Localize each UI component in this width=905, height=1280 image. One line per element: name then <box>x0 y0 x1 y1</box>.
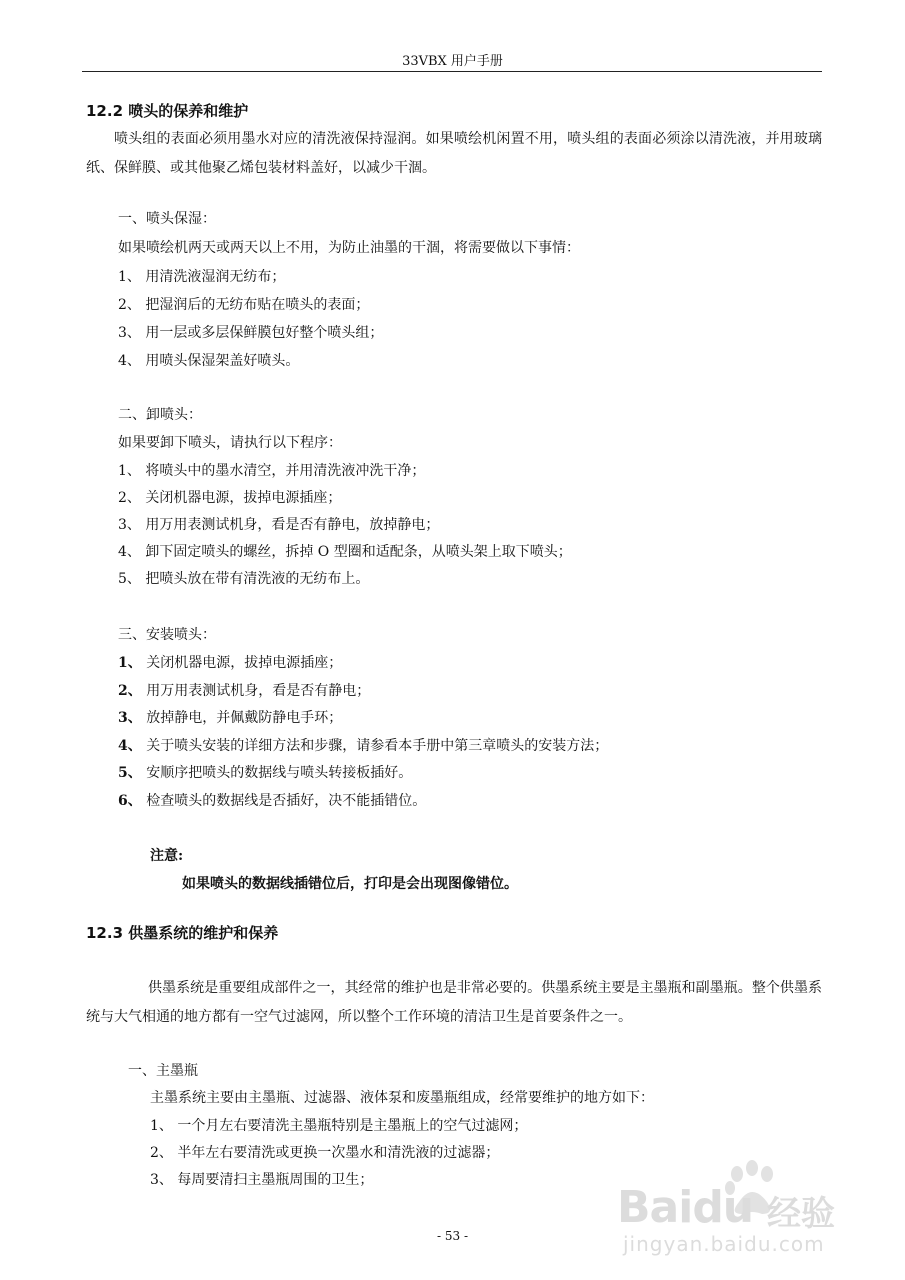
section-12-2-intro: 喷头组的表面必须用墨水对应的清洗液保持湿润。如果喷绘机闲置不用，喷头组的表面必须涂以清洗液，并用玻璃纸、保鲜膜、或其他聚乙烯包装材料盖好，以减少干涸。 <box>86 131 822 176</box>
part3-item-number: 1、 <box>118 655 142 671</box>
part3-item-number: 3、 <box>118 710 142 726</box>
ink-part1-item: 3、 每周要清扫主墨瓶周围的卫生； <box>150 1172 374 1188</box>
part3-item <box>118 790 426 810</box>
part3-item-text: 检查喷头的数据线是否插好，决不能插错位。 <box>146 793 427 809</box>
ink-part1-item: 1、 一个月左右要清洗主墨瓶特别是主墨瓶上的空气过滤网； <box>150 1118 528 1134</box>
watermark-url: jingyan.baidu.com <box>623 1232 825 1256</box>
part3-item <box>118 707 342 727</box>
watermark-cn: 经验 <box>767 1194 835 1234</box>
part2-item: 4、 卸下固定喷头的螺丝，拆掉 O 型圈和适配条，从喷头架上取下喷头； <box>118 544 572 560</box>
part1-item: 2、 把湿润后的无纺布贴在喷头的表面； <box>118 297 370 313</box>
part2-item: 3、 用万用表测试机身，看是否有静电，放掉静电； <box>118 517 440 533</box>
part3-item-text: 关闭机器电源，拔掉电源插座； <box>146 655 343 671</box>
part1-item: 1、 用清洗液湿润无纺布； <box>118 269 286 285</box>
part2-lead: 如果要卸下喷头，请执行以下程序： <box>118 435 342 451</box>
note-title: 注意: <box>150 848 184 864</box>
part1-lead: 如果喷绘机两天或两天以上不用，为防止油墨的干涸，将需要做以下事情： <box>118 240 580 256</box>
part1-title: 一、喷头保湿： <box>118 211 216 227</box>
part3-item-text: 用万用表测试机身，看是否有静电； <box>146 683 371 699</box>
part2-item: 2、 关闭机器电源，拔掉电源插座； <box>118 490 342 506</box>
part3-title: 三、安装喷头： <box>118 627 216 643</box>
ink-part1-item: 2、 半年左右要清洗或更换一次墨水和清洗液的过滤器； <box>150 1145 500 1161</box>
part2-item: 1、 将喷头中的墨水清空，并用清洗液冲洗干净； <box>118 463 426 479</box>
part2-title: 二、卸喷头： <box>118 407 202 423</box>
part3-item-text: 安顺序把喷头的数据线与喷头转接板插好。 <box>146 765 413 781</box>
part3-item-text: 关于喷头安装的详细方法和步骤，请参看本手册中第三章喷头的安装方法； <box>146 738 609 754</box>
part3-item <box>118 762 412 782</box>
watermark-brand-2: du <box>692 1182 754 1233</box>
part3-item <box>118 680 370 700</box>
page-header: 33VBX 用户手册 <box>402 54 503 69</box>
section-12-2-heading: 12.2 喷头的保养和维护 <box>86 102 249 120</box>
part3-item-number: 4、 <box>118 738 142 754</box>
page-number: - 53 - <box>436 1229 468 1243</box>
part2-item: 5、 把喷头放在带有清洗液的无纺布上。 <box>118 571 370 587</box>
part3-item-number: 6、 <box>118 793 142 809</box>
part1-item: 3、 用一层或多层保鲜膜包好整个喷头组； <box>118 325 384 341</box>
watermark-brand: Bai <box>617 1182 693 1233</box>
section-12-3-heading: 12.3 供墨系统的维护和保养 <box>86 924 279 942</box>
section-12-3-intro: 供墨系统是重要组成部件之一，其经常的维护也是非常必要的。供墨系统主要是主墨瓶和副墨瓶。整个供墨系统与大气相通的地方都有一空气过滤网，所以整个工作环境的清洁卫生是首要条件之一。 <box>86 980 822 1025</box>
part1-item: 4、 用喷头保湿架盖好喷头。 <box>118 353 300 369</box>
part3-item-number: 5、 <box>118 765 142 781</box>
ink-part1-lead: 主墨系统主要由主墨瓶、过滤器、液体泵和废墨瓶组成，经常要维护的地方如下： <box>150 1090 654 1106</box>
part3-item-text: 放掉静电，并佩戴防静电手环； <box>146 710 343 726</box>
part3-item <box>118 652 342 672</box>
part3-item-number: 2、 <box>118 683 142 699</box>
note-text: 如果喷头的数据线插错位后，打印是会出现图像错位。 <box>182 876 518 892</box>
ink-part1-title: 一、主墨瓶 <box>128 1063 198 1079</box>
baidu-jingyan-watermark <box>617 1154 887 1254</box>
part3-item <box>118 735 608 755</box>
header-rule <box>82 71 822 72</box>
